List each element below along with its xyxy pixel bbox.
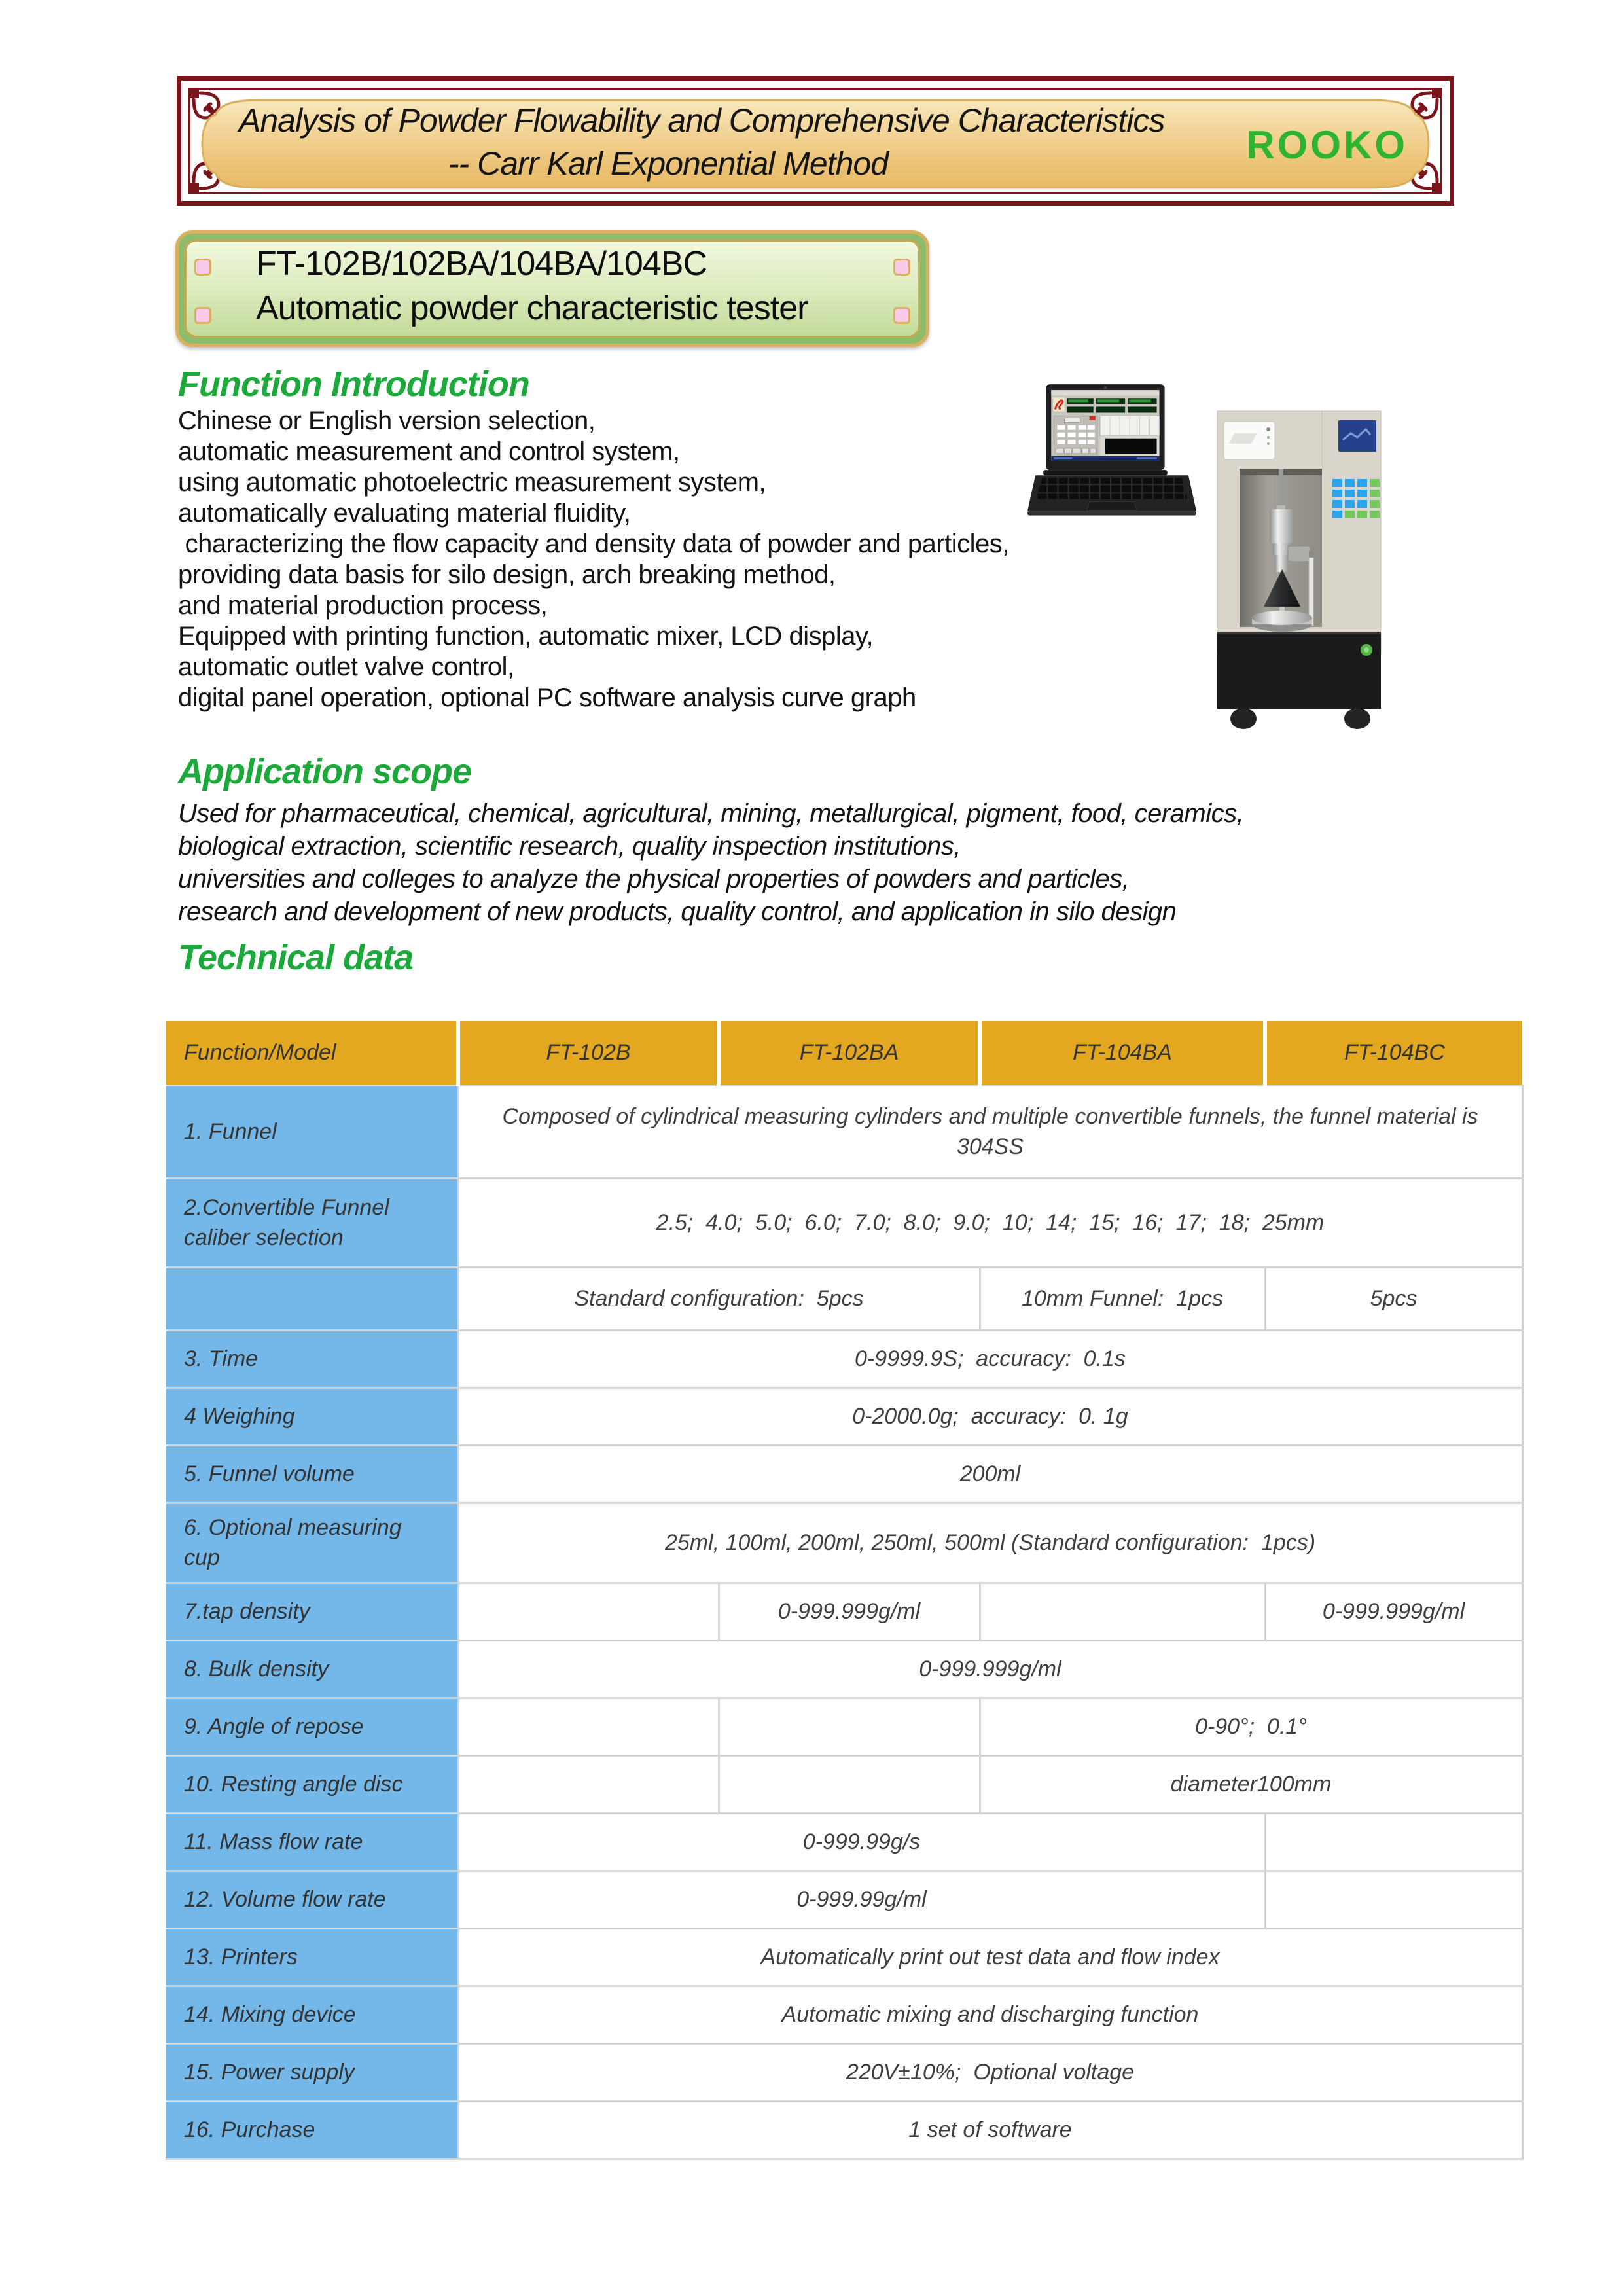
table-header-cell: FT-102BA [719,1021,980,1085]
table-row [166,1267,1522,1330]
table-row [166,1640,1522,1698]
value-cell: Standard configuration: 5pcs [458,1267,980,1330]
product-title-box [175,230,929,347]
value-cell: 0-90°; 0.1° [980,1698,1522,1755]
row-label-cell: 6. Optional measuring cup [166,1503,458,1583]
text-line: automatic measurement and control system, [178,437,680,466]
row-label-cell: 14. Mixing device [166,1986,458,2043]
text-line: Used for pharmaceutical, chemical, agricultural, mining, metallurgical, pigment, food, ceramics, [178,799,1244,828]
value-cell: 2.5; 4.0; 5.0; 6.0; 7.0; 8.0; 9.0; 10; 14; 15; 16; 17; 18; 25mm [458,1178,1522,1267]
row-label-cell: 7.tap density [166,1583,458,1640]
row-label-cell: 10. Resting angle disc [166,1755,458,1813]
row-label-cell: 1. Funnel [166,1085,458,1178]
text-line: biological extraction, scientific research, quality inspection institutions, [178,832,961,861]
value-cell [980,1583,1265,1640]
value-cell: 5pcs [1265,1267,1522,1330]
table-header-cell: FT-104BA [980,1021,1265,1085]
row-label-cell: 12. Volume flow rate [166,1871,458,1928]
text-line: universities and colleges to analyze the physical properties of powders and particles, [178,865,1130,893]
value-cell [458,1755,719,1813]
text-line: Chinese or English version selection, [178,406,596,435]
technical-table [166,1021,1524,2160]
table-header-cell: FT-102B [458,1021,719,1085]
value-cell: 220V±10%; Optional voltage [458,2043,1522,2101]
table-row [166,1085,1522,1178]
pink-stud-icon [893,259,910,276]
value-cell [1265,1813,1522,1871]
product-name: Automatic powder characteristic tester [256,289,808,327]
value-cell [458,1583,719,1640]
value-cell: Automatically print out test data and flow index [458,1928,1522,1986]
product-model: FT-102B/102BA/104BA/104BC [256,245,707,283]
value-cell: 0-999.999g/ml [719,1583,980,1640]
table-header-cell: FT-104BC [1265,1021,1522,1085]
text-line: characterizing the flow capacity and density data of powder and particles, [178,529,1009,558]
banner-plaque [197,95,1434,193]
pink-stud-icon [194,259,211,276]
row-label-cell: 8. Bulk density [166,1640,458,1698]
row-label-cell: 16. Purchase [166,2101,458,2159]
value-cell: 0-999.999g/ml [458,1640,1522,1698]
row-label-cell: 15. Power supply [166,2043,458,2101]
application-heading: Application scope [178,752,472,791]
table-header-row [166,1021,1522,1085]
value-cell [719,1698,980,1755]
text-line: providing data basis for silo design, arch breaking method, [178,560,836,589]
table-row [166,1986,1522,2043]
laptop-illustration [1026,382,1198,537]
value-cell: 0-999.999g/ml [1265,1583,1522,1640]
table-row [166,1755,1522,1813]
text-line: automatic outlet valve control, [178,653,514,681]
row-label-cell: 5. Funnel volume [166,1445,458,1503]
value-cell: 0-999.99g/ml [458,1871,1265,1928]
value-cell: 0-999.99g/s [458,1813,1265,1871]
text-line: Equipped with printing function, automatic mixer, LCD display, [178,622,874,651]
banner-title-line1: Analysis of Powder Flowability and Comprehensive Characteristics [239,102,1165,139]
pink-stud-icon [194,307,211,324]
technical-heading: Technical data [178,938,414,977]
row-label-cell: 13. Printers [166,1928,458,1986]
table-header-cell: Function/Model [166,1021,458,1085]
laptop-image [1026,382,1198,537]
value-cell [719,1755,980,1813]
row-label-cell: 11. Mass flow rate [166,1813,458,1871]
value-cell: Composed of cylindrical measuring cylinders and multiple convertible funnels, the funnel material is 304SS [458,1085,1522,1178]
value-cell: Automatic mixing and discharging function [458,1986,1522,2043]
text-line: research and development of new products, quality control, and application in silo design [178,897,1177,926]
machine-image [1205,406,1393,736]
table-row [166,2101,1522,2159]
value-cell: 10mm Funnel: 1pcs [980,1267,1265,1330]
row-label-cell: 4 Weighing [166,1388,458,1445]
value-cell: 0-2000.0g; accuracy: 0. 1g [458,1388,1522,1445]
table-row [166,1813,1522,1871]
table-row [166,1503,1522,1583]
text-line: digital panel operation, optional PC software analysis curve graph [178,683,916,712]
table-row [166,1871,1522,1928]
banner-title-line2: -- Carr Karl Exponential Method [448,145,889,182]
table-row [166,1178,1522,1267]
banner-frame [177,76,1454,206]
table-row [166,1330,1522,1388]
table-row [166,1445,1522,1503]
application-paragraph [178,797,1421,928]
text-line: automatically evaluating material fluidity, [178,499,631,528]
brand-logo-text: ROOKO [1246,123,1408,167]
table-row [166,1388,1522,1445]
table-row [166,2043,1522,2101]
value-cell: diameter100mm [980,1755,1522,1813]
value-cell: 200ml [458,1445,1522,1503]
row-label-cell: 2.Convertible Funnel caliber selection [166,1178,458,1267]
value-cell [458,1698,719,1755]
value-cell: 1 set of software [458,2101,1522,2159]
text-line: using automatic photoelectric measurement system, [178,468,766,497]
table-row [166,1698,1522,1755]
row-label-cell [166,1267,458,1330]
table-row [166,1928,1522,1986]
text-line: and material production process, [178,591,548,620]
row-label-cell: 3. Time [166,1330,458,1388]
function-intro-heading: Function Introduction [178,365,529,404]
powder-tester-illustration [1205,406,1393,736]
function-intro-paragraph [178,406,1048,713]
row-label-cell: 9. Angle of repose [166,1698,458,1755]
value-cell [1265,1871,1522,1928]
pink-stud-icon [893,307,910,324]
value-cell: 25ml, 100ml, 200ml, 250ml, 500ml (Standard configuration: 1pcs) [458,1503,1522,1583]
value-cell: 0-9999.9S; accuracy: 0.1s [458,1330,1522,1388]
table-row [166,1583,1522,1640]
